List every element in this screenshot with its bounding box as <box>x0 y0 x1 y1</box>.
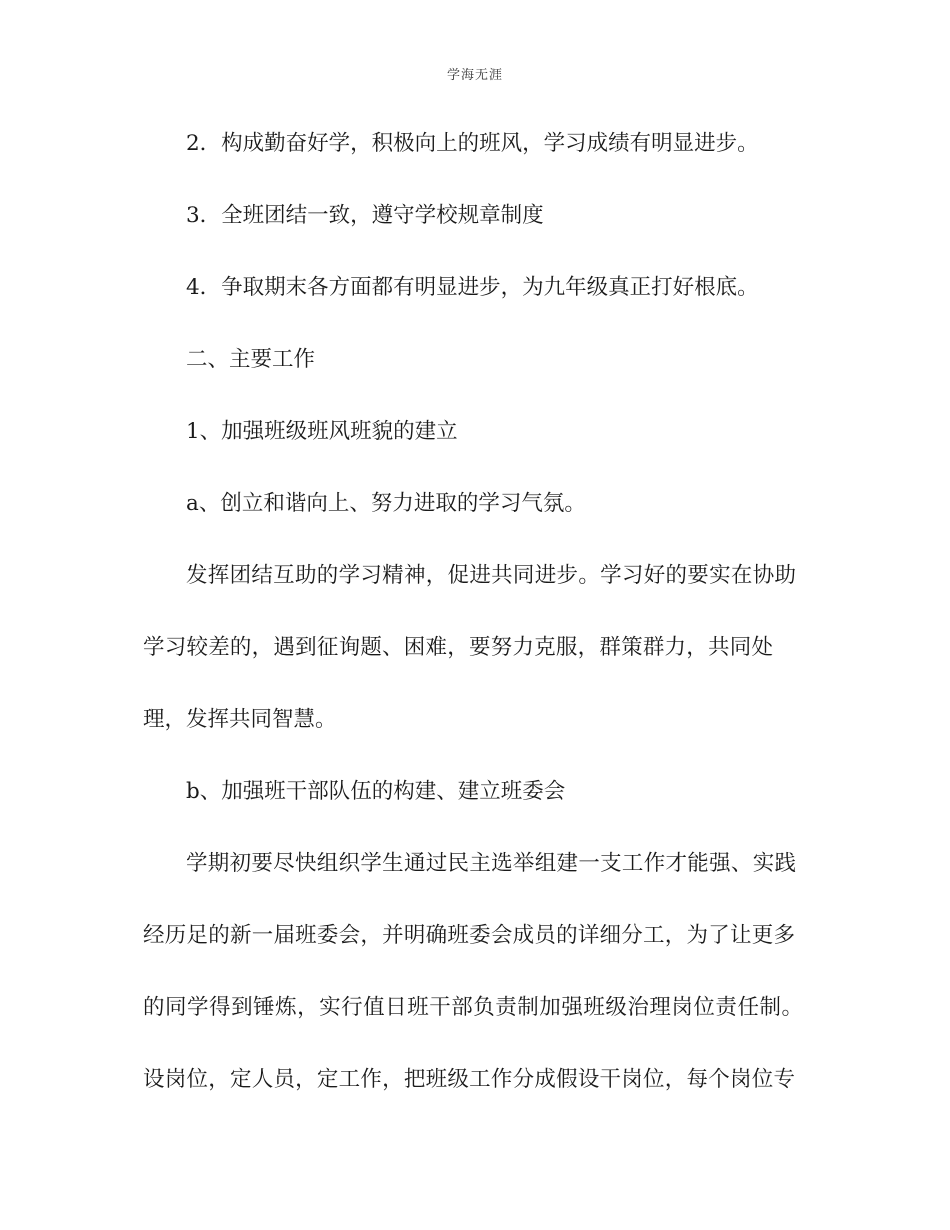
subsection-heading: 1、加强班级班风班貌的建立 <box>186 419 458 444</box>
paragraph-line: 的同学得到锤炼，实行值日班干部负责制加强班级治理岗位责任制。 <box>143 995 803 1020</box>
paragraph-line: 发挥团结互助的学习精神，促进共同进步。学习好的要实在协助 <box>186 563 796 588</box>
item-b-heading: b、加强班干部队伍的构建、建立班委会 <box>186 779 566 804</box>
item-a-heading: a、创立和谐向上、努力进取的学习气氛。 <box>186 491 586 516</box>
paragraph-line: 设岗位，定人员，定工作，把班级工作分成假设干岗位，每个岗位专 <box>143 1067 795 1092</box>
paragraph-line: 经历足的新一届班委会，并明确班委会成员的详细分工，为了让更多 <box>143 923 795 948</box>
page-header: 学海无涯 <box>446 68 503 83</box>
paragraph-line: 学期初要尽快组织学生通过民主选举组建一支工作才能强、实践 <box>186 851 796 876</box>
section-heading: 二、主要工作 <box>186 347 316 372</box>
paragraph-line: 理，发挥共同智慧。 <box>143 707 337 732</box>
paragraph-line: 学习较差的，遇到征询题、困难，要努力克服，群策群力，共同处 <box>143 635 773 660</box>
goal-item-4: 4．争取期末各方面都有明显进步，为九年级真正打好根底。 <box>186 275 759 300</box>
goal-item-3: 3．全班团结一致，遵守学校规章制度 <box>186 203 544 228</box>
goal-item-2: 2．构成勤奋好学，积极向上的班风，学习成绩有明显进步。 <box>186 131 759 156</box>
